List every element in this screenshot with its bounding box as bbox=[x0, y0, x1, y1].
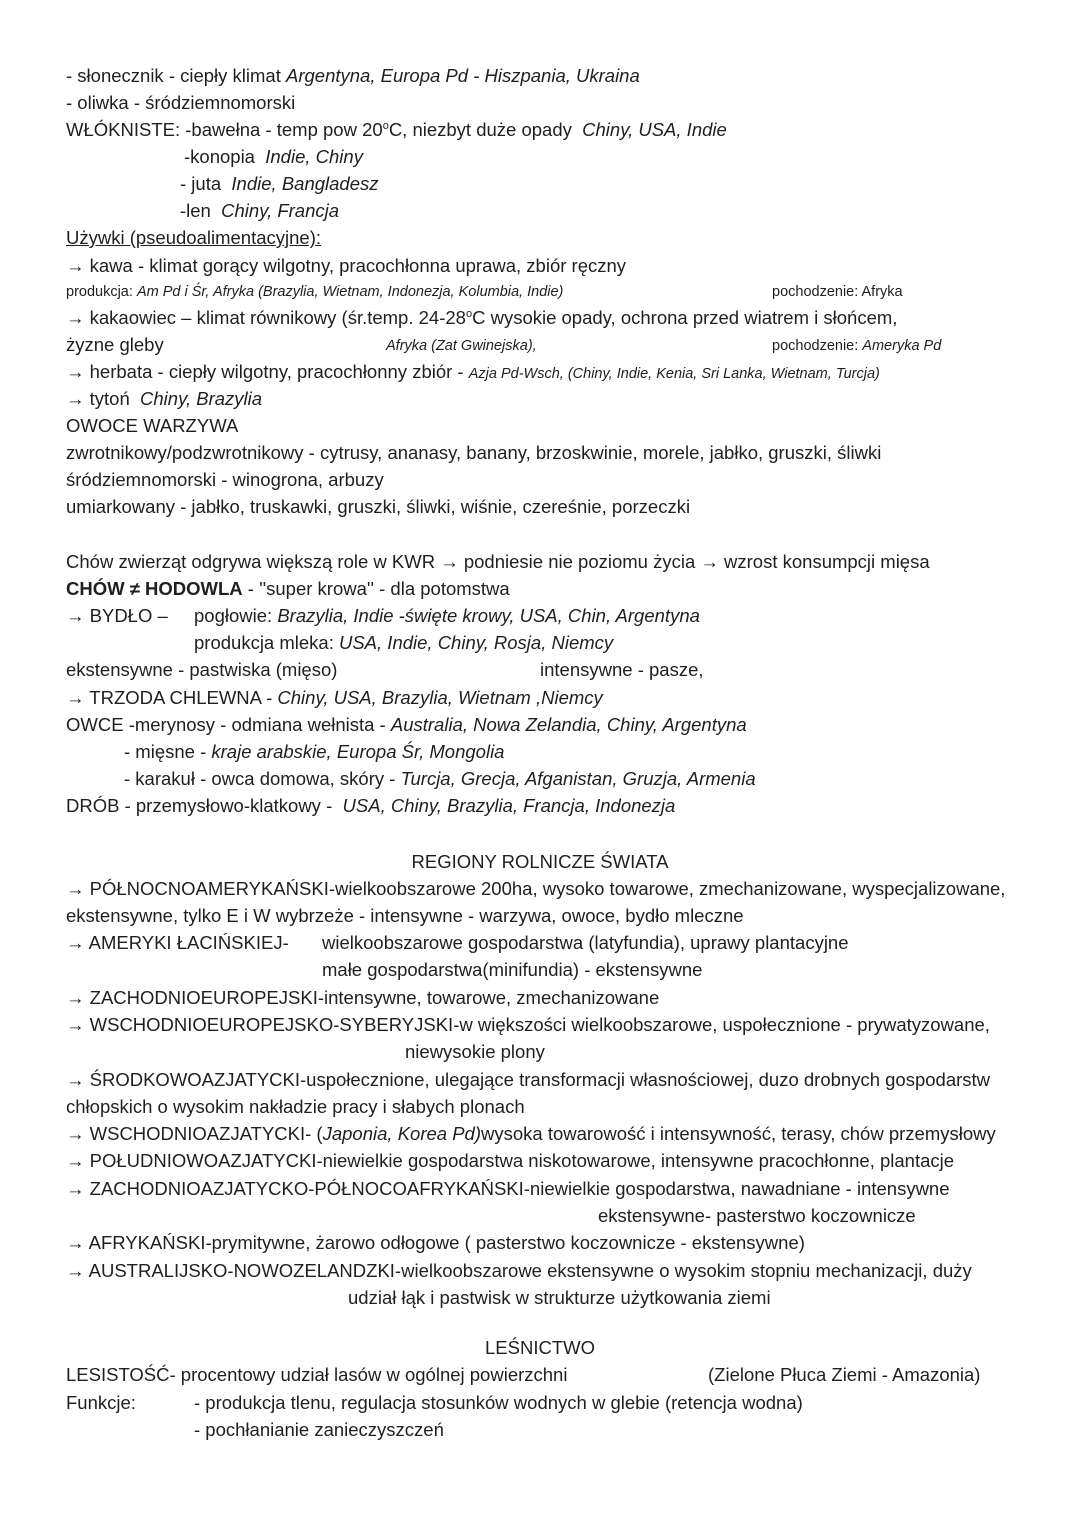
line-region-zachodnioazjatycki-cont: ekstensywne- pasterstwo koczownicze bbox=[598, 1205, 916, 1226]
line-kakaowiec-pochodzenie: pochodzenie: Ameryka Pd bbox=[772, 338, 942, 354]
line-juta: - juta Indie, Bangladesz bbox=[180, 173, 379, 194]
line-region-wschodnioazjatycki: → WSCHODNIOAZJATYCKI- (Japonia, Korea Pd)wysoka towarowość i intensywność, terasy, chów przemysłowy bbox=[66, 1123, 996, 1144]
line-owce-miesne: - mięsne - kraje arabskie, Europa Śr, Mongolia bbox=[124, 741, 505, 762]
line-region-wschodnioeuropejski: → WSCHODNIOEUROPEJSKO-SYBERYJSKI-w większości wielkoobszarowe, uspołecznione - prywatyzowane, bbox=[66, 1014, 990, 1035]
line-len: -len Chiny, Francja bbox=[180, 200, 340, 221]
line-region-srodkowoazjatycki: → ŚRODKOWOAZJATYCKI-uspołecznione, ulegające transformacji własnościowej, duzo drobnych gospodarstw bbox=[66, 1069, 991, 1090]
line-region-australijski-cont: udział łąk i pastwisk w strukturze użytkowania ziemi bbox=[348, 1287, 771, 1308]
line-funkcje-zanieczyszczenia: - pochłanianie zanieczyszczeń bbox=[194, 1419, 444, 1440]
line-kakaowiec: → kakaowiec – klimat równikowy (śr.temp. 24-28$^o$C wysokie opady, ochrona przed wiatrem i słońcem, bbox=[66, 307, 898, 328]
line-zielone-pluca: (Zielone Płuca Ziemi - Amazonia) bbox=[708, 1364, 981, 1385]
line-owce: OWCE -merynosy - odmiana wełnista - Australia, Nowa Zelandia, Chiny, Argentyna bbox=[66, 714, 747, 735]
line-bydlo: → BYDŁO – bbox=[66, 605, 168, 626]
line-region-ameryki: → AMERYKI ŁACIŃSKIEJ- bbox=[66, 932, 289, 953]
line-drob: DRÓB - przemysłowo-klatkowy - USA, Chiny, Brazylia, Francja, Indonezja bbox=[66, 795, 676, 816]
line-kawa: → kawa - klimat gorący wilgotny, pracochłonna uprawa, zbiór ręczny bbox=[66, 255, 627, 276]
line-slonecznik: - słonecznik - ciepły klimat Argentyna, Europa Pd - Hiszpania, Ukraina bbox=[66, 65, 640, 86]
line-kawa-produkcja: produkcja: Am Pd i Śr, Afryka (Brazylia, Wietnam, Indonezja, Kolumbia, Indie) bbox=[66, 284, 564, 300]
line-bydlo-poglowie: pogłowie: Brazylia, Indie -święte krowy, USA, Chin, Argentyna bbox=[194, 605, 700, 626]
line-zyzne-gleby: żyzne gleby bbox=[66, 334, 164, 355]
line-funkcje-tlen: - produkcja tlenu, regulacja stosunków wodnych w glebie (retencja wodna) bbox=[194, 1392, 803, 1413]
line-ekstensywne: ekstensywne - pastwiska (mięso) bbox=[66, 659, 338, 680]
line-kakaowiec-regions: Afryka (Zat Gwinejska), bbox=[386, 338, 537, 354]
line-srodziemnomorski: śródziemnomorski - winogrona, arbuzy bbox=[66, 469, 384, 490]
line-umiarkowany: umiarkowany - jabłko, truskawki, gruszki, śliwki, wiśnie, czereśnie, porzeczki bbox=[66, 496, 691, 517]
line-chow-zwierzat: Chów zwierząt odgrywa większą role w KWR → podniesie nie poziomu życia → wzrost konsumpcji mięsa bbox=[66, 551, 930, 572]
line-lesistosc: LESISTOŚĆ- procentowy udział lasów w ogólnej powierzchni bbox=[66, 1364, 568, 1385]
line-region-poludniowoazjatycki: → POŁUDNIOWOAZJATYCKI-niewielkie gospodarstwa niskotowarowe, intensywne pracochłonne, plantacje bbox=[66, 1150, 955, 1171]
line-intensywne: intensywne - pasze, bbox=[540, 659, 704, 680]
line-region-polnocnoamerykanski: → PÓŁNOCNOAMERYKAŃSKI-wielkoobszarowe 200ha, wysoko towarowe, zmechanizowane, wyspecjalizowane, bbox=[66, 878, 1006, 899]
line-region-ameryki-minifundia: małe gospodarstwa(minifundia) - ekstensywne bbox=[322, 959, 703, 980]
line-kawa-pochodzenie: pochodzenie: Afryka bbox=[772, 284, 903, 300]
line-funkcje-label: Funkcje: bbox=[66, 1392, 136, 1413]
line-region-afrykanski: → AFRYKAŃSKI-prymitywne, żarowo odłogowe ( pasterstwo koczownicze - ekstensywne) bbox=[66, 1232, 805, 1253]
line-region-wschodnioeuropejski-cont: niewysokie plony bbox=[405, 1041, 545, 1062]
line-bydlo-mleko: produkcja mleka: USA, Indie, Chiny, Rosja, Niemcy bbox=[194, 632, 614, 653]
line-konopia: -konopia Indie, Chiny bbox=[184, 146, 363, 167]
line-region-zachodnioazjatycki: → ZACHODNIOAZJATYCKO-PÓŁNOCOAFRYKAŃSKI-niewielkie gospodarstwa, nawadniane - intensywne bbox=[66, 1178, 950, 1199]
line-region-ameryki-latyfundia: wielkoobszarowe gospodarstwa (latyfundia), uprawy plantacyjne bbox=[322, 932, 849, 953]
line-karakul: - karakuł - owca domowa, skóry - Turcja, Grecja, Afganistan, Gruzja, Armenia bbox=[124, 768, 756, 789]
line-region-polnocnoamerykanski-cont: ekstensywne, tylko E i W wybrzeże - intensywne - warzywa, owoce, bydło mleczne bbox=[66, 905, 744, 926]
heading-lesnictwo: LEŚNICTWO bbox=[485, 1337, 595, 1358]
heading-owoce-warzywa: OWOCE WARZYWA bbox=[66, 415, 239, 436]
line-zwrotnikowy: zwrotnikowy/podzwrotnikowy - cytrusy, ananasy, banany, brzoskwinie, morele, jabłko, gruszki, śliwki bbox=[66, 442, 882, 463]
line-tyton: → tytoń Chiny, Brazylia bbox=[66, 388, 263, 409]
line-region-australijski: → AUSTRALIJSKO-NOWOZELANDZKI-wielkoobszarowe ekstensywne o wysokim stopniu mechanizacji, duży bbox=[66, 1260, 972, 1281]
line-trzoda: → TRZODA CHLEWNA - Chiny, USA, Brazylia, Wietnam ,Niemcy bbox=[66, 687, 603, 708]
line-region-zachodnioeuropejski: → ZACHODNIOEUROPEJSKI-intensywne, towarowe, zmechanizowane bbox=[66, 987, 660, 1008]
line-chow-hodowla: CHÓW ≠ HODOWLA - ''super krowa'' - dla potomstwa bbox=[66, 578, 510, 599]
line-region-srodkowoazjatycki-cont: chłopskich o wysokim nakładzie pracy i słabych plonach bbox=[66, 1096, 525, 1117]
line-oliwka: - oliwka - śródziemnomorski bbox=[66, 92, 296, 113]
line-herbata: → herbata - ciepły wilgotny, pracochłonny zbiór - Azja Pd-Wsch, (Chiny, Indie, Kenia, Sri Lanka, Wietnam, Turcja) bbox=[66, 361, 880, 382]
line-wlokniste: WŁÓKNISTE: -bawełna - temp pow 20$^o$C, niezbyt duże opady Chiny, USA, Indie bbox=[66, 119, 727, 140]
heading-regiony: REGIONY ROLNICZE ŚWIATA bbox=[411, 851, 669, 872]
heading-uzywki: Używki (pseudoalimentacyjne): bbox=[66, 227, 321, 248]
